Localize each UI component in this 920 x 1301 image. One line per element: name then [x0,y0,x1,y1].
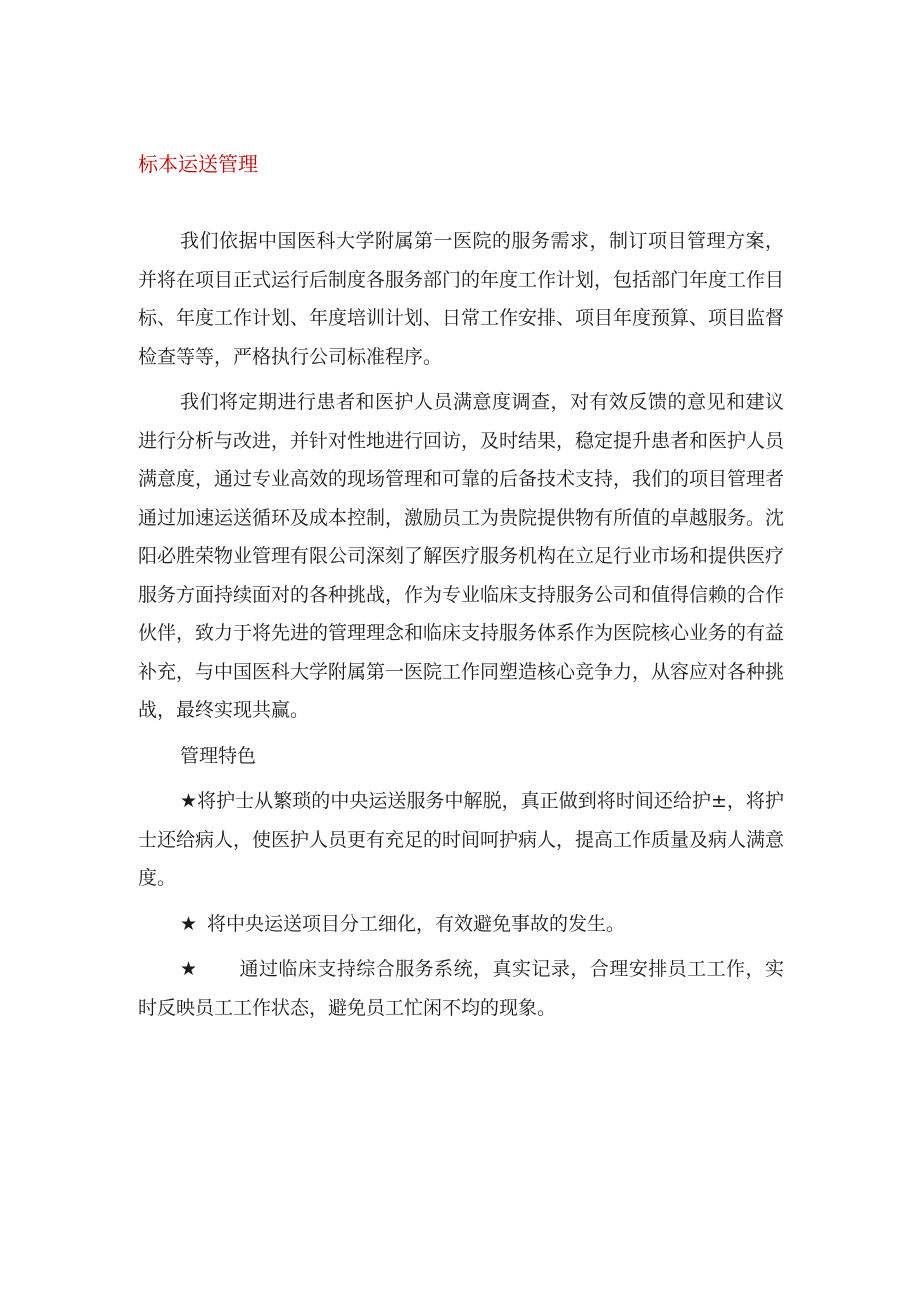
star-icon: ★ [180,958,198,980]
intro-paragraph: 我们依据中国医科大学附属第一医院的服务需求，制订项目管理方案，并将在项目正式运行后制度各服务部门的年度工作计划，包括部门年度工作目标、年度工作计划、年度培训计划、日常工作安排、项目年度预算、项目监督检查等等，严格执行公司标准程序。 [138,230,785,368]
document-body [138,146,784,1034]
management-features-heading: 管理特色 [180,744,257,767]
star-icon: ★ [180,912,198,935]
feature-item-2 [138,905,784,944]
feature-text-1: 将护士从繁琐的中央运送服务中解脱，真正做到将时间还给护±，将护士还给病人，使医护人员更有充足的时间呵护病人，提高工作质量及病人满意度。 [138,790,785,889]
section-title: 标本运送管理 [138,152,258,176]
star-icon: ★ [180,790,198,812]
satisfaction-paragraph: 我们将定期进行患者和医护人员满意度调查，对有效反馈的意见和建议进行分析与改进，并针对性地进行回访，及时结果，稳定提升患者和医护人员满意度，通过专业高效的现场管理和可靠的后备技术支持，我们的项目管理者通过加速运送循环及成本控制，激励员工为贵院提供物有所值的卓越服务。沈阳必胜荣物业管理有限公司深刻了解医疗服务机构在立足行业市场和提供医疗服务方面持续面对的各种挑战，作为专业临床支持服务公司和值得信赖的合作伙伴，致力于将先进的管理理念和临床支持服务体系作为医院核心业务的有益补充，与中国医科大学附属第一医院工作同塑造核心竞争力，从容应对各种挑战，最终实现共赢。 [138,391,785,721]
feature-item-3 [138,950,784,1027]
feature-item-1 [138,782,784,898]
feature-text-3: 通过临床支持综合服务系统，真实记录，合理安排员工工作，实时反映员工工作状态，避免员工忙闲不均的现象。 [138,958,784,1019]
feature-text-2: 将中央运送项目分工细化，有效避免事故的发生。 [207,912,626,935]
